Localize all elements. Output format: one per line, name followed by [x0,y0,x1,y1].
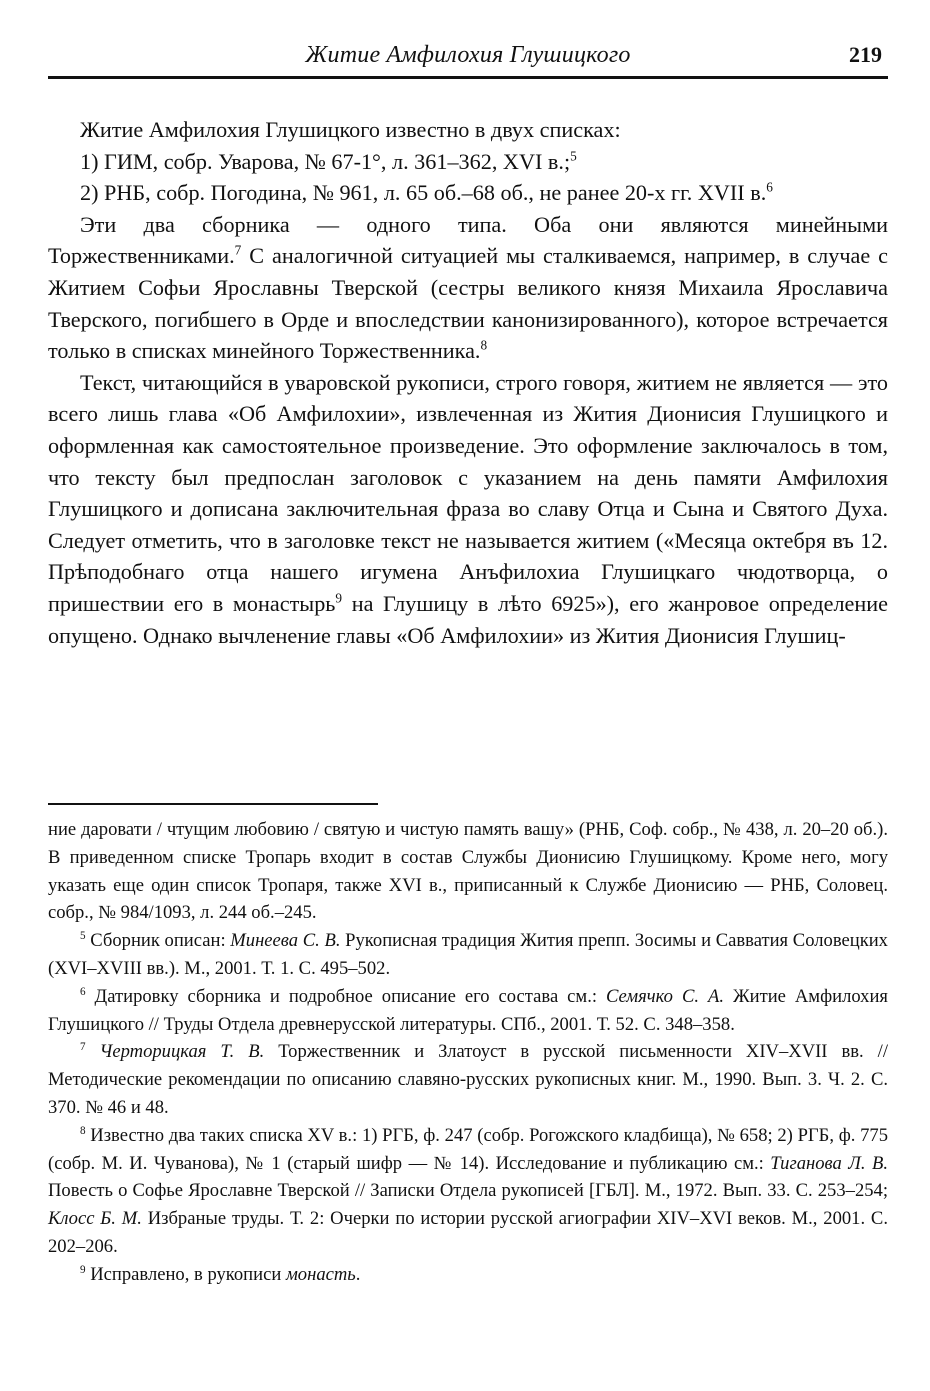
text: Сборник описан: [85,930,231,952]
text: Известно два таких списка XV в.: 1) РГБ, ф. 247 (собр. Рогожского кладбища), № 658; 2) РГБ, ф. 775 (собр. М. И. Чуванова), № 1 (старый шифр — № 14). Исследование и публикацию см.: [48,1124,888,1174]
author: Клосс Б. М. [48,1208,142,1230]
author: Минеева С. В. [230,930,341,952]
footnote-number: 8 [80,1124,86,1137]
text: Датировку сборника и подробное описание его состава см.: [85,985,606,1007]
text: . [355,1263,361,1285]
footnote-ref[interactable]: 9 [335,590,343,606]
text: Торжественник и Златоуст в русской письменности XIV–XVII вв. // Методические рекомендации по описанию славяно-русских рукописных книг. М., 1990. Вып. 3. Ч. 2. С. 370. № 46 и 48. [48,1041,888,1118]
footnote-rule [48,803,378,805]
footnote-ref[interactable]: 5 [570,148,577,164]
emphasized-word: монасть [285,1263,356,1285]
running-header [48,42,888,74]
text: на Глушицу в лѣто 6925»), его жанровое определение опущено. Однако вычленение главы «Об Амфилохии» из Жития Дионисия Глушиц- [48,590,888,648]
author: Черторицкая Т. В. [85,1041,265,1063]
text: 2) РНБ, собр. Погодина, № 961, л. 65 об.–68 об., не ранее 20-х гг. XVII в. [80,180,767,206]
paragraph-2 [48,209,888,367]
footnote-6 [48,983,888,1039]
footnote-ref[interactable]: 8 [480,337,488,353]
footnote-number: 5 [80,930,86,942]
author: Семячко С. А. [605,985,724,1007]
text: Текст, читающийся в уваровской рукописи, строго говоря, житием не является — это всего лишь глава «Об Амфилохии», извлеченная из Жития Дионисия Глушицкого и оформленная как самостоятельное произведение. Это оформление заключалось в том, что тексту был предпослан заголовок с указанием на день памяти Амфилохия Глушицкого и дописана заключительная фраза во славу Отца и Сына и Святого Духа. Следует отметить, что в заголовке текст не называется житием («Месяца октебря въ 12. Прѣподобнаго отца нашего игумена Анъфилохиа Глушицкаго чюдотворца, о пришествии его в монастырь [48,369,888,616]
footnote-number: 9 [80,1263,86,1276]
text: Эти два сборника — одного типа. Оба они являются минейными Торжественниками. [48,211,888,269]
running-title: Житие Амфилохия Глушицкого [305,42,631,68]
main-text [48,114,888,651]
footnote-9 [48,1261,888,1289]
header-rule [48,76,888,79]
text: Избраные труды. Т. 2: Очерки по истории русской агиографии XIV–XVI веков. М., 2001. С. 202–206. [48,1208,888,1257]
footnote-number: 6 [80,985,86,998]
page-number: 219 [849,42,882,67]
footnotes [48,816,888,1289]
author: Тиганова Л. В. [770,1152,888,1174]
footnote-ref[interactable]: 7 [234,242,242,258]
text: Житие Амфилохия Глушицкого // Труды Отдела древнерусской литературы. СПб., 2001. Т. 52. С. 348–358. [48,985,888,1035]
text: Повесть о Софье Ярославне Тверской // Записки Отдела рукописей [ГБЛ]. М., 1972. Вып. 33. С. 253–254; [48,1180,888,1202]
footnote-number: 7 [80,1041,86,1054]
footnote-8 [48,1122,888,1261]
footnote-continued [48,816,888,927]
text: ние даровати / чтущим любовию / святую и чистую память вашу» (РНБ, Соф. собр., № 438, л. 20–20 об.). В приведенном списке Тропарь входит в состав Службы Дионисию Глушицкому. Кроме него, могу указать еще один список Тропаря, также XVI в., приписанный к Службе Дионисию — РНБ, Соловец. собр., № 984/1093, л. 244 об.–245. [48,819,888,924]
text: С аналогичной ситуацией мы сталкиваемся, например, в случае с Житием Софьи Ярославны Тверской (сестры великого князя Михаила Ярославича Тверского, погибшего в Орде и впоследствии канонизированного), которое встречается только в списках минейного Торжественника. [48,243,888,364]
paragraph-intro [48,114,888,146]
paragraph-3 [48,367,888,651]
footnote-5 [48,927,888,983]
text: Исправлено, в рукописи [85,1263,286,1285]
text: Рукописная традиция Жития препп. Зосимы и Савватия Соловецких (XVI–XVIII вв.). М., 2001. Т. 1. С. 495–502. [48,930,888,979]
list-item-1 [48,146,888,178]
footnote-ref[interactable]: 6 [766,179,773,195]
list-item-2 [48,177,888,209]
text: Житие Амфилохия Глушицкого известно в двух списках: [80,117,621,142]
footnote-7 [48,1038,888,1121]
text: 1) ГИМ, собр. Уварова, № 67-1°, л. 361–362, XVI в.; [80,148,571,174]
